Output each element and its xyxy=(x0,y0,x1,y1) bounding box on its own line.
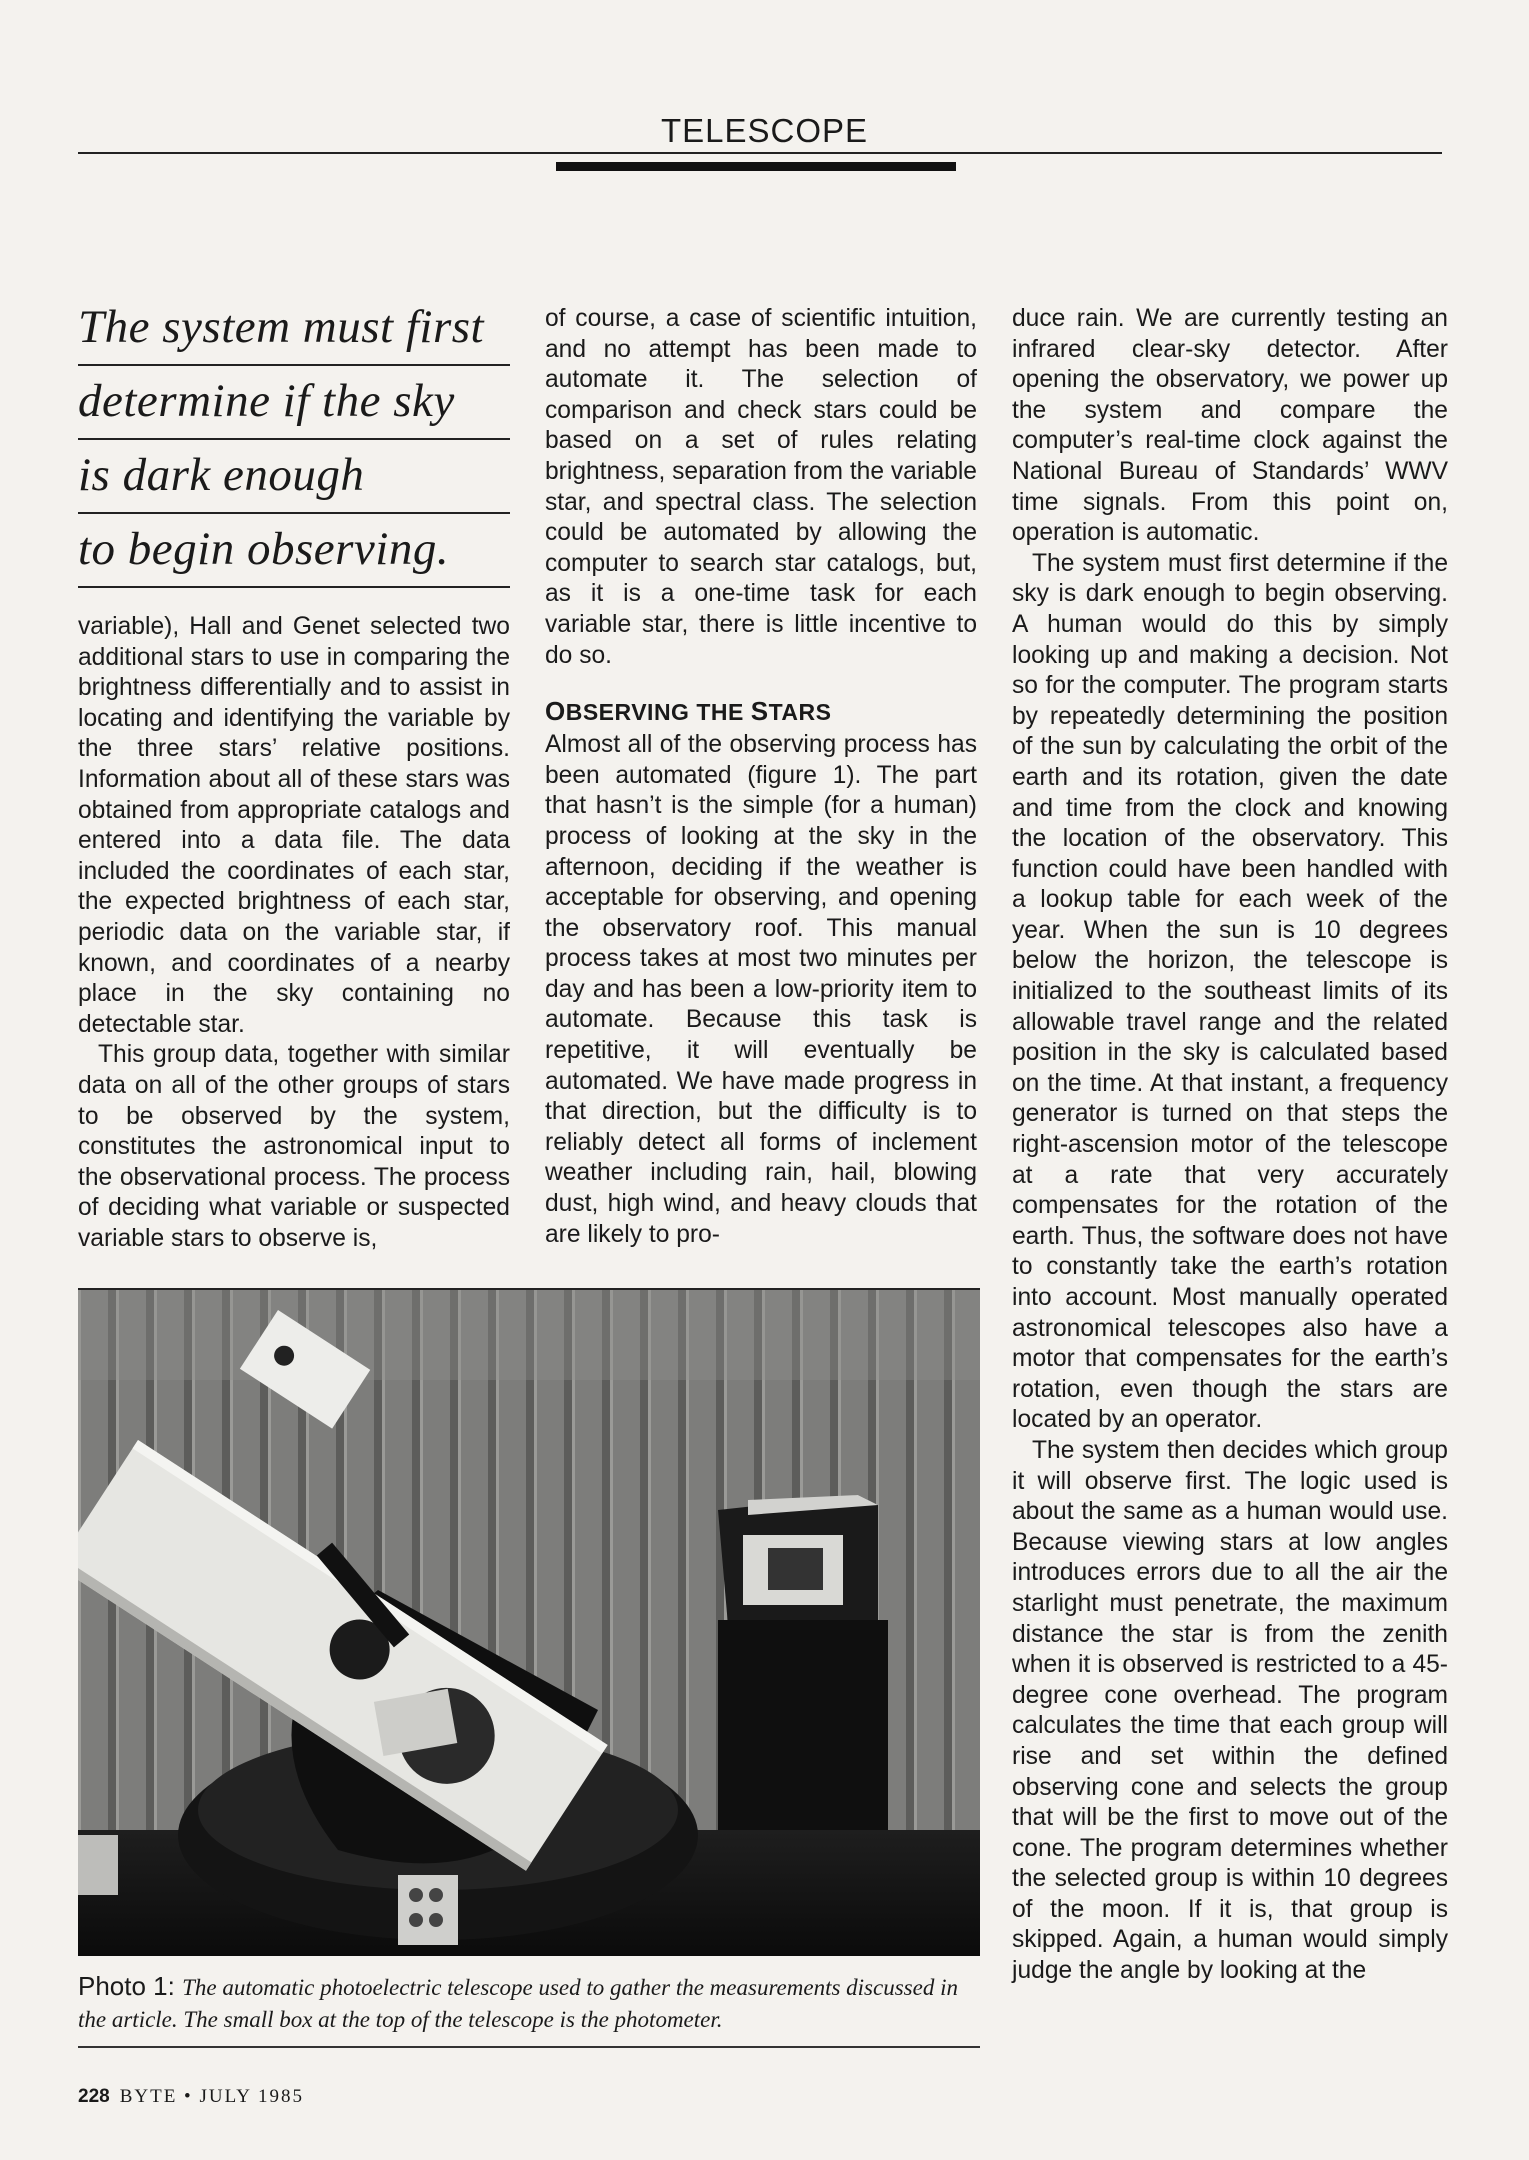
text-column-1 xyxy=(78,612,510,1254)
header-rule-thick xyxy=(556,162,956,171)
paragraph: The system must first determine if the sky is dark enough to begin observing. A human would do this by simply looking up and making a decision. Not so for the computer. The program starts by repeatedly determining the position of the sun by calculating the orbit of the earth and its rotation, given the date and time from the clock and knowing the location of the observatory. This function could have been handled with a lookup table for each week of the year. When the sun is 10 degrees below the horizon, the telescope is initialized to the southeast limits of its allowable travel range and the related position in the sky is calculated based on the time. At that instant, a frequency generator is turned on that steps the right-ascension motor of the telescope at a rate that very accurately compensates for the rotation of the earth. Thus, the software does not have to constantly take the earth’s rotation into account. Most manually operated astronomical telescopes also have a motor that compensates for the earth’s rotation, even though the stars are located by an operator. xyxy=(1012,549,1448,1434)
pull-quote-line: The system must first xyxy=(78,292,510,366)
pull-quote xyxy=(78,292,510,588)
paragraph: This group data, together with similar data on all of the other groups of stars to be observed by the system, constitutes the astronomical input to the observational process. The process of deciding what variable or suspected variable stars to observe is, xyxy=(78,1041,510,1252)
running-header: TELESCOPE xyxy=(660,112,869,149)
header-rule-thin xyxy=(78,152,1442,154)
paragraph: variable), Hall and Genet selected two additional stars to use in comparing the brightness differentially and to assist in locating and identifying the variable by the three stars’ relative positions. Information about all of these stars was obtained from appropriate catalogs and entered into a data file. The data included the coordinates of each star, the expected brightness of each star, periodic data on the variable star, if known, and coordinates of a nearby place in the sky containing no detectable star. xyxy=(78,613,510,1038)
text-column-3 xyxy=(1012,304,1448,1987)
magazine-issue: BYTE • JULY 1985 xyxy=(119,2086,305,2107)
pull-quote-line: to begin observing. xyxy=(78,514,510,588)
pull-quote-line: determine if the sky xyxy=(78,366,510,440)
caption-label: Photo 1: xyxy=(78,1971,183,2001)
paragraph: of course, a case of scientific intuition, and no attempt has been made to automate it. The selection of comparison and check stars could be based on a set of rules relating brightness, separation from the variable star, and spectral class. The selection could be automated by allowing the computer to search star catalogs, but, as it is a one-time task for each variable star, there is little incentive to do so. xyxy=(545,305,977,669)
caption-rule xyxy=(78,2046,980,2048)
page-footer xyxy=(78,2086,304,2108)
paragraph: The system then decides which group it will observe first. The logic used is about the same as a human would use. Because viewing stars at low angles introduces errors due to all the air the starlight must penetrate, the maximum distance the star is from the zenith when it is observed is restricted to a 45-degree cone overhead. The program calculates the time that each group will rise and set within the defined observing cone and selects the group that will be the first to move out of the cone. The program determines whether the selected group is within 10 degrees of the moon. If it is, that group is skipped. Again, a human would simply judge the angle by looking at the xyxy=(1012,1436,1448,1985)
paragraph: Almost all of the observing process has been automated (figure 1). The part that hasn’t is the simple (for a human) process of looking at the sky in the afternoon, deciding if the weather is acceptable for observing, and opening the observatory roof. This manual process takes at most two minutes per day and has been a low-priority item to automate. Because this task is repetitive, it will eventually be automated. We have made progress in that direction, but the difficulty is to reliably detect all forms of inclement weather including rain, hail, blowing dust, high wind, and heavy clouds that are likely to pro- xyxy=(545,731,977,1248)
telescope-photo xyxy=(78,1288,980,1956)
caption-text: The automatic photoelectric telescope used to gather the measurements discussed in the article. The small box at the top of the telescope is the photometer. xyxy=(78,1975,958,2032)
text-column-2 xyxy=(545,304,977,1250)
page-number: 228 xyxy=(78,2086,110,2107)
section-heading: OBSERVING THE STARS xyxy=(545,696,832,727)
pull-quote-line: is dark enough xyxy=(78,440,510,514)
photo-caption xyxy=(78,1970,980,2036)
paragraph: duce rain. We are currently testing an infrared clear-sky detector. After opening the observatory, we power up the system and compare the computer’s real-time clock against the National Bureau of Standards’ WWV time signals. From this point on, operation is automatic. xyxy=(1012,305,1448,547)
